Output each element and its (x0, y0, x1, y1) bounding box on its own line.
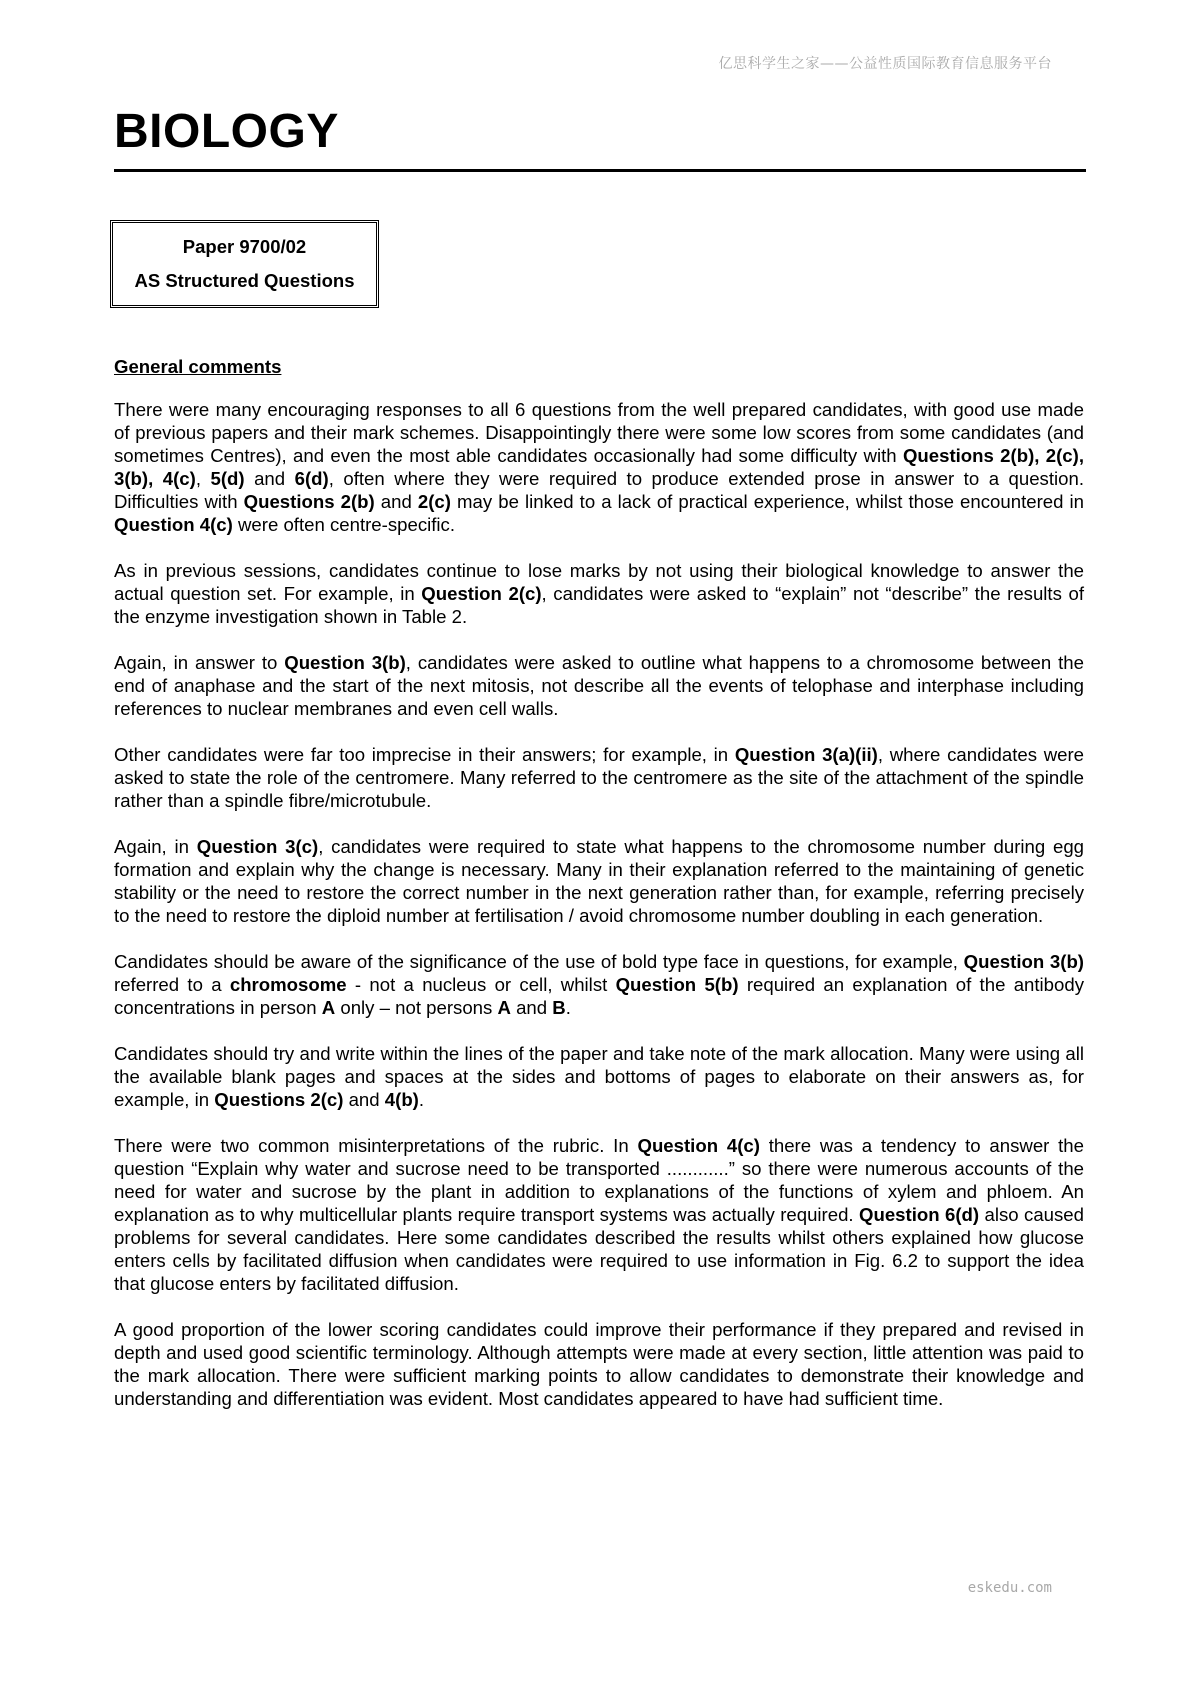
paper-subtitle: AS Structured Questions (134, 270, 355, 291)
bold-text-run: Question 4(c) (114, 514, 233, 535)
bold-text-run: Question 4(c) (637, 1135, 760, 1156)
bold-text-run: 5(d) (210, 468, 245, 489)
footer-watermark: eskedu.com (967, 1580, 1052, 1596)
text-run: , often where they were required to produce extended prose in answer to a question. Difficulties with (114, 468, 1084, 512)
bold-text-run: 6(d) (294, 468, 329, 489)
bold-text-run: 2(c) (417, 491, 451, 512)
bold-text-run: A (321, 997, 336, 1018)
text-run: and (510, 997, 553, 1018)
text-run: Again, in answer to (114, 652, 285, 673)
text-run: There were many encouraging responses to all 6 questions from the well prepared candidates, with good use made of previous papers and their mark schemes. Disappointingly there were some low scores from some candidates (and sometimes Centres), and even the most able candidates occasionally had some difficulty with (114, 399, 1084, 466)
bold-text-run: 4(b) (384, 1089, 419, 1110)
text-run: and (244, 468, 295, 489)
body-paragraph (114, 950, 1084, 1019)
bold-text-run: Question 3(b) (284, 652, 406, 673)
bold-text-run: Question 6(d) (859, 1204, 980, 1225)
text-run: and (343, 1089, 385, 1110)
bold-text-run: chromosome (229, 974, 347, 995)
body-paragraph (114, 1042, 1084, 1111)
text-run: There were two common misinterpretations of the rubric. In (114, 1135, 638, 1156)
paper-number: Paper 9700/02 (182, 236, 307, 257)
bold-text-run: Question 3(c) (196, 836, 319, 857)
body-paragraph (114, 559, 1084, 628)
text-run: referred to a (114, 974, 230, 995)
text-run: , candidates were asked to “explain” not “describe” the results of the enzyme investigation shown in Table 2. (114, 583, 1085, 627)
text-run: Other candidates were far too imprecise in their answers; for example, in (114, 744, 735, 765)
text-run: Candidates should be aware of the significance of the use of bold type face in questions, for example, (114, 951, 964, 972)
text-run: may be linked to a lack of practical experience, whilst those encountered in (450, 491, 1084, 512)
title-underline-rule (114, 169, 1086, 172)
bold-text-run: Question 3(b) (963, 951, 1084, 972)
header-watermark: 亿思科学生之家——公益性质国际教育信息服务平台 (718, 56, 1052, 72)
body-paragraph (114, 743, 1084, 812)
text-run: , where candidates were asked to state the role of the centromere. Many referred to the centromere as the site of the attachment of the spindle rather than a spindle fibre/microtubule. (114, 744, 1085, 811)
text-run: . (565, 997, 571, 1018)
document-title: BIOLOGY (114, 105, 339, 158)
text-run: , (195, 468, 211, 489)
bold-text-run: Question 5(b) (615, 974, 739, 995)
text-run: also caused problems for several candidates. Here some candidates described the results whilst others explained how glucose enters cells by facilitated diffusion when candidates were required to use information in Fig. 6.2 to support the idea that glucose enters by facilitated diffusion. (114, 1204, 1084, 1294)
text-run: Again, in (114, 836, 197, 857)
paragraph-list (114, 398, 1084, 1410)
text-run: Candidates should try and write within the lines of the paper and take note of the mark allocation. Many were using all the available blank pages and spaces at the sides and bottoms of pages to elaborate on their answers as, for example, in (114, 1043, 1084, 1110)
bold-text-run: A (497, 997, 511, 1018)
bold-text-run: Question 3(a)(ii) (734, 744, 878, 765)
text-run: A good proportion of the lower scoring candidates could improve their performance if they prepared and revised in depth and used good scientific terminology. Although attempts were made at every section, little attention was paid to the mark allocation. There were sufficient marking points to allow candidates to demonstrate their knowledge and understanding and differentiation was evident. Most candidates appeared to have had sufficient time. (114, 1319, 1084, 1409)
body-paragraph (114, 398, 1084, 536)
text-run: were often centre-specific. (232, 514, 456, 535)
body-paragraph (114, 1318, 1084, 1410)
body-paragraph (114, 1134, 1084, 1295)
bold-text-run: Question 2(c) (421, 583, 542, 604)
text-run: . (418, 1089, 425, 1110)
text-run: required an explanation of the antibody concentrations in person (114, 974, 1085, 1018)
bold-text-run: Questions 2(b) (243, 491, 375, 512)
text-run: there was a tendency to answer the question “Explain why water and sucrose need to be transported ............” so there were numerous accounts of the need for water and sucrose by the plant in addition to explanations of the functions of xylem and phloem. An explanation as to why multicellular plants require transport systems was actually required. (114, 1135, 1084, 1225)
paper-info-box (110, 220, 379, 308)
document-body (114, 355, 1084, 1433)
section-heading: General comments (114, 356, 282, 377)
text-run: As in previous sessions, candidates continue to lose marks by not using their biological knowledge to answer the actual question set. For example, in (114, 560, 1084, 604)
text-run: , candidates were asked to outline what happens to a chromosome between the end of anaphase and the start of the next mitosis, not describe all the events of telophase and interphase including references to nuclear membranes and even cell walls. (114, 652, 1084, 719)
bold-text-run: Questions 2(b), 2(c), 3(b), 4(c) (114, 445, 1084, 489)
bold-text-run: Questions 2(c) (214, 1089, 344, 1110)
body-paragraph (114, 835, 1084, 927)
body-paragraph (114, 651, 1084, 720)
bold-text-run: B (552, 997, 566, 1018)
text-run: , candidates were required to state what happens to the chromosome number during egg formation and explain why the change is necessary. Many in their explanation referred to the maintaining of genetic stability or the need to restore the correct number in the next generation rather than, for example, referring precisely to the need to restore the diploid number at fertilisation / avoid chromosome number doubling in each generation. (114, 836, 1085, 926)
text-run: and (374, 491, 418, 512)
text-run: - not a nucleus or cell, whilst (346, 974, 616, 995)
text-run: only – not persons (335, 997, 498, 1018)
